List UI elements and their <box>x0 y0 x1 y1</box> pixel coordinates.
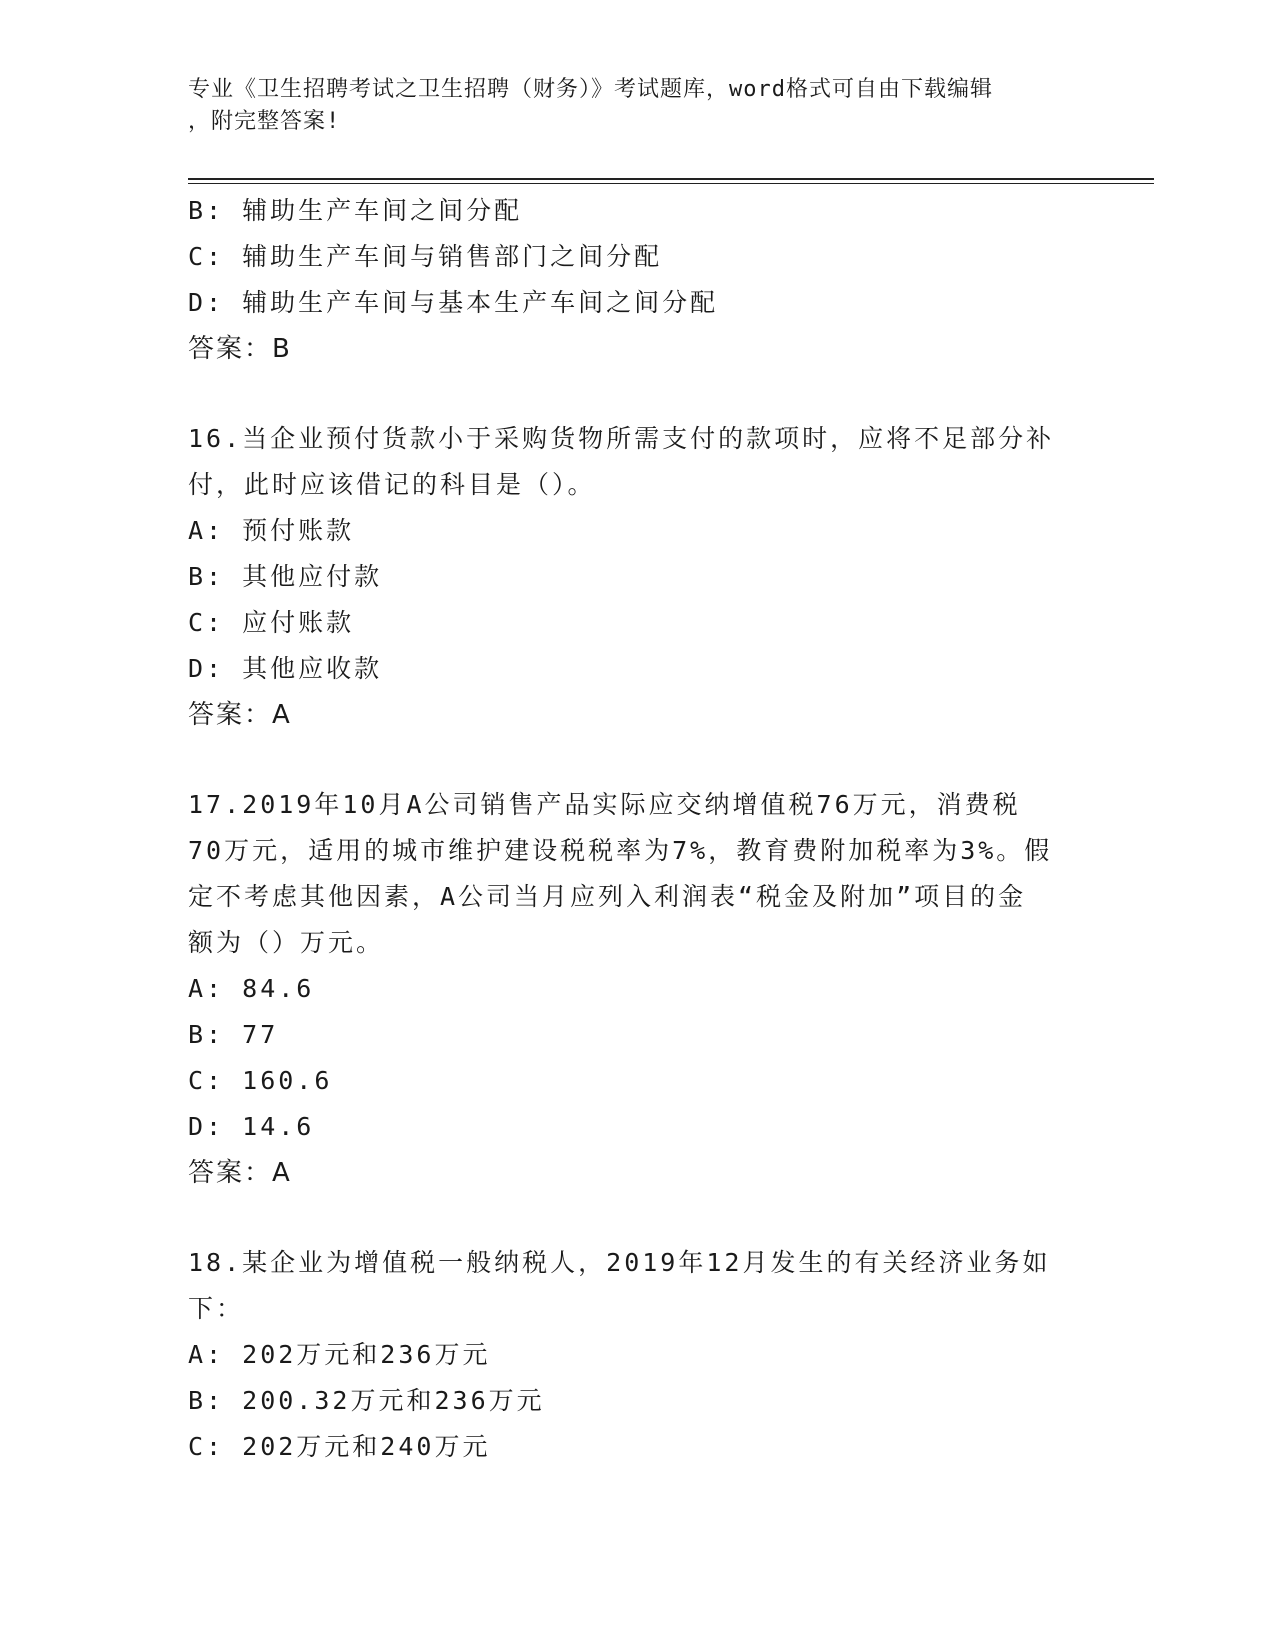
question-text: 17.2019年10月A公司销售产品实际应交纳增值税76万元，消费税 <box>188 790 1021 819</box>
header-line-2: ，附完整答案! <box>188 109 341 134</box>
answer-line: 答案：A <box>188 700 292 730</box>
question-text: 定不考虑其他因素，A公司当月应列入利润表“税金及附加”项目的金 <box>188 882 1027 911</box>
question-18 <box>188 1240 1088 1470</box>
question-list <box>188 188 1088 1470</box>
question-text: 付，此时应该借记的科目是（）。 <box>188 470 596 499</box>
option-b: B: 其他应付款 <box>188 562 383 591</box>
document-header <box>188 74 1068 138</box>
question-16 <box>188 416 1088 738</box>
question-text: 下： <box>188 1294 245 1323</box>
option-d: D: 14.6 <box>188 1112 315 1141</box>
question-text: 18.某企业为增值税一般纳税人，2019年12月发生的有关经济业务如 <box>188 1248 1051 1277</box>
answer-line: 答案：A <box>188 1158 292 1188</box>
header-line-1: 专业《卫生招聘考试之卫生招聘（财务）》考试题库，word格式可自由下载编辑 <box>188 77 993 102</box>
option-b: B: 辅助生产车间之间分配 <box>188 196 523 225</box>
answer-line: 答案：B <box>188 334 292 364</box>
header-divider-thin <box>188 183 1154 184</box>
option-a: A: 202万元和236万元 <box>188 1340 491 1369</box>
option-b: B: 77 <box>188 1020 279 1049</box>
question-text: 70万元，适用的城市维护建设税税率为7%，教育费附加税率为3%。假 <box>188 836 1053 865</box>
option-c: C: 辅助生产车间与销售部门之间分配 <box>188 242 663 271</box>
option-b: B: 200.32万元和236万元 <box>188 1386 545 1415</box>
option-c: C: 应付账款 <box>188 608 355 637</box>
option-d: D: 辅助生产车间与基本生产车间之间分配 <box>188 288 719 317</box>
question-17 <box>188 782 1088 1196</box>
question-text: 额为（）万元。 <box>188 928 385 957</box>
header-divider-thick <box>188 178 1154 180</box>
option-c: C: 202万元和240万元 <box>188 1432 491 1461</box>
option-a: A: 预付账款 <box>188 516 355 545</box>
option-a: A: 84.6 <box>188 974 315 1003</box>
option-c: C: 160.6 <box>188 1066 333 1095</box>
question-text: 16.当企业预付货款小于采购货物所需支付的款项时，应将不足部分补 <box>188 424 1055 453</box>
question-15-tail <box>188 188 1088 372</box>
option-d: D: 其他应收款 <box>188 654 383 683</box>
